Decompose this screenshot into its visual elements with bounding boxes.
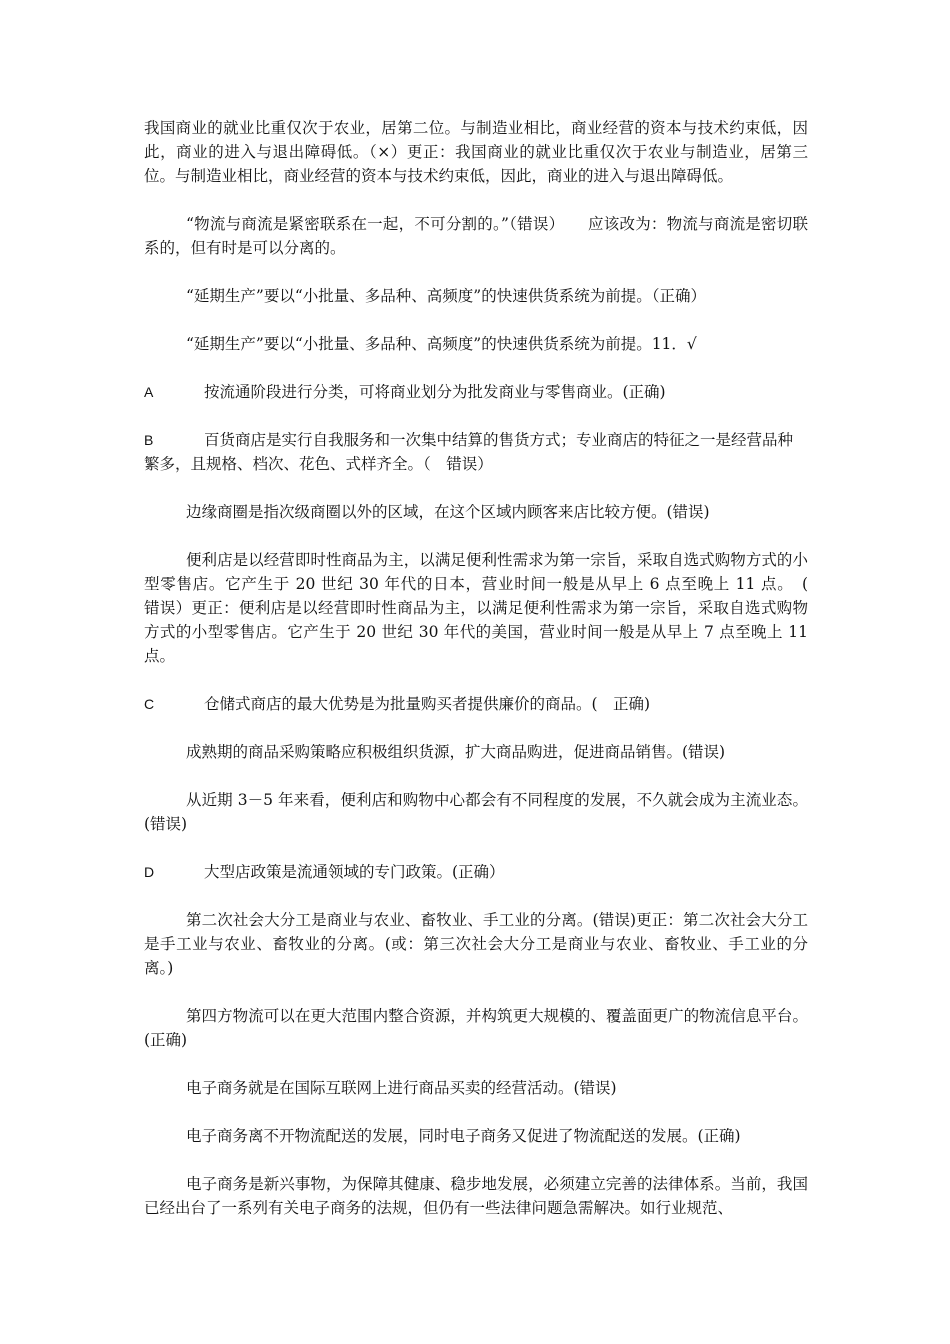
section-letter-a: A xyxy=(144,384,154,400)
paragraph-logistics-commerce: “物流与商流是紧密联系在一起，不可分割的。”（错误） 应该改为：物流与商流是密切联系的，但有时是可以分离的。 xyxy=(144,215,808,257)
section-letter-b: B xyxy=(144,432,154,448)
section-a-text: 按流通阶段进行分类，可将商业划分为批发商业与零售商业。(正确) xyxy=(204,383,666,401)
section-c-paragraph xyxy=(144,692,808,716)
section-d-paragraph xyxy=(144,860,808,884)
section-b-text: 百货商店是实行自我服务和一次集中结算的售货方式；专业商店的特征之一是经营品种繁多，且规格、档次、花色、式样齐全。（ 错误） xyxy=(144,431,794,473)
paragraph-commerce-employment: 我国商业的就业比重仅次于农业，居第二位。与制造业相比，商业经营的资本与技术约束低，因此，商业的进入与退出障碍低。（×）更正：我国商业的就业比重仅次于农业与制造业，居第三位。与制造业相比，商业经营的资本与技术约束低，因此，商业的进入与退出障碍低。 xyxy=(144,119,808,185)
section-c-text: 仓储式商店的最大优势是为批量购买者提供廉价的商品。( 正确) xyxy=(204,695,651,713)
section-b-paragraph xyxy=(144,428,808,476)
section-a-paragraph xyxy=(144,380,808,404)
paragraph-ecommerce-definition: 电子商务就是在国际互联网上进行商品买卖的经营活动。(错误) xyxy=(186,1079,617,1097)
section-letter-c: C xyxy=(144,696,155,712)
section-letter-d: D xyxy=(144,864,155,880)
paragraph-recent-years: 从近期 3－5 年来看，便利店和购物中心都会有不同程度的发展，不久就会成为主流业态。(错误) xyxy=(144,791,808,833)
paragraph-delayed-production-1: “延期生产”要以“小批量、多品种、高频度”的快速供货系统为前提。（正确） xyxy=(186,287,706,305)
paragraph-fringe-trade-area: 边缘商圈是指次级商圈以外的区域，在这个区域内顾客来店比较方便。(错误) xyxy=(186,503,710,521)
paragraph-mature-stage: 成熟期的商品采购策略应积极组织货源，扩大商品购进，促进商品销售。(错误) xyxy=(186,743,726,761)
paragraph-convenience-store: 便利店是以经营即时性商品为主，以满足便利性需求为第一宗旨，采取自选式购物方式的小型零售店。它产生于 20 世纪 30 年代的日本，营业时间一般是从早上 6 点至晚上 11 点。 ( 错误）更正：便利店是以经营即时性商品为主，以满足便利性需求为第一宗旨，采取自选式购物方式的小型零售店。它产生于 20 世纪 30 年代的美国，营业时间一般是从早上 7 点至晚上 11 点。 xyxy=(144,551,840,665)
section-d-text: 大型店政策是流通领域的专门政策。(正确） xyxy=(204,863,505,881)
paragraph-division-of-labor: 第二次社会大分工是商业与农业、畜牧业、手工业的分离。(错误)更正：第二次社会大分工是手工业与农业、畜牧业的分离。(或：第三次社会大分工是商业与农业、畜牧业、手工业的分离。) xyxy=(144,911,808,977)
paragraph-ecommerce-law: 电子商务是新兴事物，为保障其健康、稳步地发展，必须建立完善的法律体系。当前，我国已经出台了一系列有关电子商务的法规，但仍有一些法律问题急需解决。如行业规范、 xyxy=(144,1175,808,1217)
paragraph-delayed-production-2: “延期生产”要以“小批量、多品种、高频度”的快速供货系统为前提。11．√ xyxy=(186,335,697,353)
paragraph-fourth-party-logistics: 第四方物流可以在更大范围内整合资源，并构筑更大规模的、覆盖面更广的物流信息平台。(正确) xyxy=(144,1007,808,1049)
paragraph-ecommerce-logistics: 电子商务离不开物流配送的发展，同时电子商务又促进了物流配送的发展。(正确) xyxy=(186,1127,741,1145)
